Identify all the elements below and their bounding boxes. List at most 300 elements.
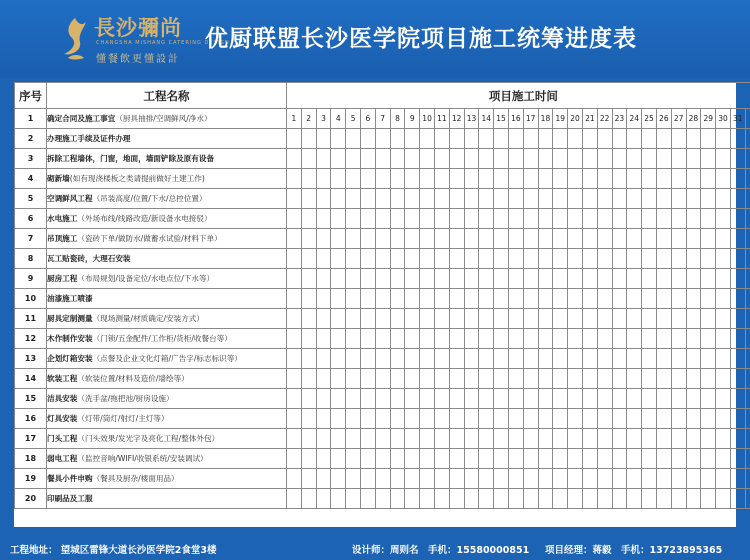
schedule-cell[interactable] — [671, 329, 686, 349]
schedule-cell[interactable] — [597, 169, 612, 189]
schedule-cell[interactable] — [671, 389, 686, 409]
schedule-cell[interactable] — [568, 169, 583, 189]
schedule-cell[interactable] — [287, 489, 302, 509]
schedule-cell[interactable] — [627, 329, 642, 349]
schedule-cell[interactable] — [701, 489, 716, 509]
schedule-cell[interactable] — [287, 329, 302, 349]
schedule-cell[interactable] — [553, 229, 568, 249]
schedule-cell[interactable] — [730, 429, 745, 449]
schedule-cell[interactable] — [642, 409, 657, 429]
schedule-cell[interactable] — [716, 429, 731, 449]
schedule-cell[interactable] — [346, 369, 361, 389]
schedule-cell[interactable] — [287, 469, 302, 489]
schedule-cell[interactable] — [434, 189, 449, 209]
schedule-cell[interactable] — [745, 229, 750, 249]
schedule-cell[interactable] — [686, 169, 701, 189]
schedule-cell[interactable] — [316, 209, 331, 229]
schedule-cell[interactable] — [597, 449, 612, 469]
schedule-cell[interactable] — [346, 449, 361, 469]
schedule-cell[interactable] — [316, 429, 331, 449]
schedule-cell[interactable] — [745, 309, 750, 329]
schedule-cell[interactable] — [331, 329, 346, 349]
schedule-cell[interactable] — [538, 269, 553, 289]
schedule-cell[interactable] — [730, 209, 745, 229]
schedule-cell[interactable] — [316, 269, 331, 289]
schedule-cell[interactable] — [671, 429, 686, 449]
schedule-cell[interactable] — [642, 249, 657, 269]
schedule-cell[interactable] — [479, 329, 494, 349]
schedule-cell[interactable] — [479, 129, 494, 149]
schedule-cell[interactable] — [287, 169, 302, 189]
schedule-cell[interactable] — [494, 289, 509, 309]
schedule-cell[interactable] — [612, 249, 627, 269]
schedule-cell[interactable] — [420, 289, 435, 309]
schedule-cell[interactable] — [360, 269, 375, 289]
schedule-cell[interactable] — [701, 369, 716, 389]
schedule-cell[interactable] — [730, 249, 745, 269]
schedule-cell[interactable] — [494, 429, 509, 449]
schedule-cell[interactable] — [420, 309, 435, 329]
schedule-cell[interactable] — [627, 469, 642, 489]
schedule-cell[interactable] — [730, 369, 745, 389]
schedule-cell[interactable] — [405, 489, 420, 509]
schedule-cell[interactable] — [301, 389, 316, 409]
schedule-cell[interactable] — [642, 289, 657, 309]
schedule-cell[interactable] — [582, 309, 597, 329]
schedule-cell[interactable] — [405, 189, 420, 209]
schedule-cell[interactable] — [716, 169, 731, 189]
schedule-cell[interactable] — [582, 329, 597, 349]
schedule-cell[interactable] — [582, 269, 597, 289]
schedule-cell[interactable] — [464, 429, 479, 449]
schedule-cell[interactable] — [686, 329, 701, 349]
schedule-cell[interactable] — [671, 349, 686, 369]
schedule-cell[interactable] — [656, 169, 671, 189]
schedule-cell[interactable] — [375, 289, 390, 309]
schedule-cell[interactable] — [420, 489, 435, 509]
schedule-cell[interactable] — [642, 169, 657, 189]
schedule-cell[interactable] — [405, 129, 420, 149]
schedule-cell[interactable] — [405, 289, 420, 309]
schedule-cell[interactable] — [405, 249, 420, 269]
schedule-cell[interactable] — [553, 209, 568, 229]
schedule-cell[interactable] — [405, 209, 420, 229]
schedule-cell[interactable] — [597, 129, 612, 149]
schedule-cell[interactable] — [553, 129, 568, 149]
schedule-cell[interactable] — [716, 389, 731, 409]
schedule-cell[interactable] — [434, 489, 449, 509]
schedule-cell[interactable] — [375, 449, 390, 469]
schedule-cell[interactable] — [582, 409, 597, 429]
schedule-cell[interactable] — [301, 189, 316, 209]
schedule-cell[interactable] — [568, 349, 583, 369]
schedule-cell[interactable] — [538, 229, 553, 249]
schedule-cell[interactable] — [508, 209, 523, 229]
schedule-cell[interactable] — [360, 389, 375, 409]
schedule-cell[interactable] — [494, 209, 509, 229]
schedule-cell[interactable] — [405, 349, 420, 369]
schedule-cell[interactable] — [582, 149, 597, 169]
schedule-cell[interactable] — [582, 229, 597, 249]
schedule-cell[interactable] — [597, 389, 612, 409]
schedule-cell[interactable] — [612, 289, 627, 309]
schedule-cell[interactable] — [627, 269, 642, 289]
schedule-cell[interactable] — [716, 249, 731, 269]
schedule-cell[interactable] — [508, 129, 523, 149]
schedule-cell[interactable] — [508, 289, 523, 309]
schedule-cell[interactable] — [597, 369, 612, 389]
schedule-cell[interactable] — [508, 389, 523, 409]
schedule-cell[interactable] — [434, 349, 449, 369]
schedule-cell[interactable] — [612, 329, 627, 349]
schedule-cell[interactable] — [701, 249, 716, 269]
schedule-cell[interactable] — [420, 469, 435, 489]
schedule-cell[interactable] — [686, 489, 701, 509]
schedule-cell[interactable] — [479, 469, 494, 489]
schedule-cell[interactable] — [523, 249, 538, 269]
schedule-cell[interactable] — [494, 229, 509, 249]
schedule-cell[interactable] — [479, 169, 494, 189]
schedule-cell[interactable] — [627, 309, 642, 329]
schedule-cell[interactable] — [730, 149, 745, 169]
schedule-cell[interactable] — [627, 169, 642, 189]
schedule-cell[interactable] — [479, 309, 494, 329]
schedule-cell[interactable] — [523, 229, 538, 249]
schedule-cell[interactable] — [745, 109, 750, 129]
schedule-cell[interactable] — [316, 349, 331, 369]
schedule-cell[interactable] — [449, 169, 464, 189]
schedule-cell[interactable] — [464, 149, 479, 169]
schedule-cell[interactable] — [568, 189, 583, 209]
schedule-cell[interactable] — [449, 229, 464, 249]
schedule-cell[interactable] — [508, 369, 523, 389]
schedule-cell[interactable] — [745, 129, 750, 149]
schedule-cell[interactable] — [390, 469, 405, 489]
schedule-cell[interactable] — [582, 349, 597, 369]
schedule-cell[interactable] — [346, 469, 361, 489]
schedule-cell[interactable] — [523, 469, 538, 489]
schedule-cell[interactable] — [568, 489, 583, 509]
schedule-cell[interactable] — [405, 429, 420, 449]
schedule-cell[interactable] — [686, 429, 701, 449]
schedule-cell[interactable] — [612, 389, 627, 409]
schedule-cell[interactable] — [360, 249, 375, 269]
schedule-cell[interactable] — [508, 429, 523, 449]
schedule-cell[interactable] — [686, 249, 701, 269]
schedule-cell[interactable] — [464, 389, 479, 409]
schedule-cell[interactable] — [375, 329, 390, 349]
schedule-cell[interactable] — [612, 409, 627, 429]
schedule-cell[interactable] — [745, 409, 750, 429]
schedule-cell[interactable] — [671, 249, 686, 269]
schedule-cell[interactable] — [656, 289, 671, 309]
schedule-cell[interactable] — [582, 369, 597, 389]
schedule-cell[interactable] — [449, 289, 464, 309]
schedule-cell[interactable] — [464, 469, 479, 489]
schedule-cell[interactable] — [597, 249, 612, 269]
schedule-cell[interactable] — [642, 189, 657, 209]
schedule-cell[interactable] — [671, 449, 686, 469]
schedule-cell[interactable] — [479, 369, 494, 389]
schedule-cell[interactable] — [686, 389, 701, 409]
schedule-cell[interactable] — [568, 369, 583, 389]
schedule-cell[interactable] — [597, 189, 612, 209]
schedule-cell[interactable] — [538, 189, 553, 209]
schedule-cell[interactable] — [701, 389, 716, 409]
schedule-cell[interactable] — [464, 449, 479, 469]
schedule-cell[interactable] — [612, 209, 627, 229]
schedule-cell[interactable] — [716, 469, 731, 489]
schedule-cell[interactable] — [434, 469, 449, 489]
schedule-cell[interactable] — [671, 129, 686, 149]
schedule-cell[interactable] — [568, 269, 583, 289]
schedule-cell[interactable] — [656, 249, 671, 269]
schedule-cell[interactable] — [568, 149, 583, 169]
schedule-cell[interactable] — [301, 169, 316, 189]
schedule-cell[interactable] — [331, 129, 346, 149]
schedule-cell[interactable] — [642, 329, 657, 349]
schedule-cell[interactable] — [449, 429, 464, 449]
schedule-cell[interactable] — [582, 469, 597, 489]
schedule-cell[interactable] — [642, 129, 657, 149]
schedule-cell[interactable] — [627, 149, 642, 169]
schedule-cell[interactable] — [331, 389, 346, 409]
schedule-cell[interactable] — [287, 269, 302, 289]
schedule-cell[interactable] — [627, 429, 642, 449]
schedule-cell[interactable] — [331, 369, 346, 389]
schedule-cell[interactable] — [597, 349, 612, 369]
schedule-cell[interactable] — [301, 429, 316, 449]
schedule-cell[interactable] — [508, 329, 523, 349]
schedule-cell[interactable] — [671, 169, 686, 189]
schedule-cell[interactable] — [346, 269, 361, 289]
schedule-cell[interactable] — [360, 489, 375, 509]
schedule-cell[interactable] — [375, 249, 390, 269]
schedule-cell[interactable] — [538, 329, 553, 349]
schedule-cell[interactable] — [316, 369, 331, 389]
schedule-cell[interactable] — [716, 329, 731, 349]
schedule-cell[interactable] — [538, 289, 553, 309]
schedule-cell[interactable] — [523, 389, 538, 409]
schedule-cell[interactable] — [745, 329, 750, 349]
schedule-cell[interactable] — [390, 369, 405, 389]
schedule-cell[interactable] — [316, 329, 331, 349]
schedule-cell[interactable] — [390, 229, 405, 249]
schedule-cell[interactable] — [538, 209, 553, 229]
schedule-cell[interactable] — [745, 209, 750, 229]
schedule-cell[interactable] — [494, 409, 509, 429]
schedule-cell[interactable] — [716, 229, 731, 249]
schedule-cell[interactable] — [656, 389, 671, 409]
schedule-cell[interactable] — [568, 289, 583, 309]
schedule-cell[interactable] — [331, 429, 346, 449]
schedule-cell[interactable] — [656, 269, 671, 289]
schedule-cell[interactable] — [656, 449, 671, 469]
schedule-cell[interactable] — [553, 429, 568, 449]
schedule-cell[interactable] — [434, 309, 449, 329]
schedule-cell[interactable] — [287, 209, 302, 229]
schedule-cell[interactable] — [375, 369, 390, 389]
schedule-cell[interactable] — [420, 129, 435, 149]
schedule-cell[interactable] — [745, 269, 750, 289]
schedule-cell[interactable] — [568, 329, 583, 349]
schedule-cell[interactable] — [405, 409, 420, 429]
schedule-cell[interactable] — [671, 489, 686, 509]
schedule-cell[interactable] — [523, 369, 538, 389]
schedule-cell[interactable] — [568, 469, 583, 489]
schedule-cell[interactable] — [627, 229, 642, 249]
schedule-cell[interactable] — [568, 389, 583, 409]
schedule-cell[interactable] — [449, 449, 464, 469]
schedule-cell[interactable] — [464, 129, 479, 149]
schedule-cell[interactable] — [287, 389, 302, 409]
schedule-cell[interactable] — [316, 129, 331, 149]
schedule-cell[interactable] — [479, 489, 494, 509]
schedule-cell[interactable] — [642, 429, 657, 449]
schedule-cell[interactable] — [538, 129, 553, 149]
schedule-cell[interactable] — [656, 369, 671, 389]
schedule-cell[interactable] — [494, 369, 509, 389]
schedule-cell[interactable] — [331, 169, 346, 189]
schedule-cell[interactable] — [287, 349, 302, 369]
schedule-cell[interactable] — [375, 429, 390, 449]
schedule-cell[interactable] — [671, 469, 686, 489]
schedule-cell[interactable] — [494, 169, 509, 189]
schedule-cell[interactable] — [730, 389, 745, 409]
schedule-cell[interactable] — [582, 289, 597, 309]
schedule-cell[interactable] — [745, 389, 750, 409]
schedule-cell[interactable] — [553, 449, 568, 469]
schedule-cell[interactable] — [553, 249, 568, 269]
schedule-cell[interactable] — [434, 269, 449, 289]
schedule-cell[interactable] — [538, 489, 553, 509]
schedule-cell[interactable] — [508, 469, 523, 489]
schedule-cell[interactable] — [686, 189, 701, 209]
schedule-cell[interactable] — [745, 169, 750, 189]
schedule-cell[interactable] — [597, 409, 612, 429]
schedule-cell[interactable] — [582, 189, 597, 209]
schedule-cell[interactable] — [508, 309, 523, 329]
schedule-cell[interactable] — [360, 209, 375, 229]
schedule-cell[interactable] — [730, 129, 745, 149]
schedule-cell[interactable] — [346, 129, 361, 149]
schedule-cell[interactable] — [346, 289, 361, 309]
schedule-cell[interactable] — [390, 329, 405, 349]
schedule-cell[interactable] — [538, 149, 553, 169]
schedule-cell[interactable] — [730, 449, 745, 469]
schedule-cell[interactable] — [405, 169, 420, 189]
schedule-cell[interactable] — [494, 269, 509, 289]
schedule-cell[interactable] — [716, 189, 731, 209]
schedule-cell[interactable] — [523, 409, 538, 429]
schedule-cell[interactable] — [331, 189, 346, 209]
schedule-cell[interactable] — [716, 129, 731, 149]
schedule-cell[interactable] — [449, 129, 464, 149]
schedule-cell[interactable] — [642, 369, 657, 389]
schedule-cell[interactable] — [405, 389, 420, 409]
schedule-cell[interactable] — [287, 429, 302, 449]
schedule-cell[interactable] — [716, 449, 731, 469]
schedule-cell[interactable] — [375, 209, 390, 229]
schedule-cell[interactable] — [449, 149, 464, 169]
schedule-cell[interactable] — [331, 469, 346, 489]
schedule-cell[interactable] — [464, 329, 479, 349]
schedule-cell[interactable] — [301, 249, 316, 269]
schedule-cell[interactable] — [553, 349, 568, 369]
schedule-cell[interactable] — [656, 209, 671, 229]
schedule-cell[interactable] — [464, 249, 479, 269]
schedule-cell[interactable] — [405, 449, 420, 469]
schedule-cell[interactable] — [331, 349, 346, 369]
schedule-cell[interactable] — [449, 409, 464, 429]
schedule-cell[interactable] — [434, 369, 449, 389]
schedule-cell[interactable] — [346, 349, 361, 369]
schedule-cell[interactable] — [730, 409, 745, 429]
schedule-cell[interactable] — [390, 429, 405, 449]
schedule-cell[interactable] — [508, 149, 523, 169]
schedule-cell[interactable] — [612, 149, 627, 169]
schedule-cell[interactable] — [301, 289, 316, 309]
schedule-cell[interactable] — [701, 329, 716, 349]
schedule-cell[interactable] — [701, 269, 716, 289]
schedule-cell[interactable] — [360, 349, 375, 369]
schedule-cell[interactable] — [508, 249, 523, 269]
schedule-cell[interactable] — [582, 449, 597, 469]
schedule-cell[interactable] — [479, 209, 494, 229]
schedule-cell[interactable] — [360, 169, 375, 189]
schedule-cell[interactable] — [627, 249, 642, 269]
schedule-cell[interactable] — [612, 369, 627, 389]
schedule-cell[interactable] — [287, 369, 302, 389]
schedule-cell[interactable] — [612, 269, 627, 289]
schedule-cell[interactable] — [464, 349, 479, 369]
schedule-cell[interactable] — [568, 209, 583, 229]
schedule-cell[interactable] — [686, 449, 701, 469]
schedule-cell[interactable] — [434, 169, 449, 189]
schedule-cell[interactable] — [420, 269, 435, 289]
schedule-cell[interactable] — [671, 149, 686, 169]
schedule-cell[interactable] — [360, 409, 375, 429]
schedule-cell[interactable] — [301, 269, 316, 289]
schedule-cell[interactable] — [449, 249, 464, 269]
schedule-cell[interactable] — [538, 409, 553, 429]
schedule-cell[interactable] — [316, 469, 331, 489]
schedule-cell[interactable] — [316, 489, 331, 509]
schedule-cell[interactable] — [390, 209, 405, 229]
schedule-cell[interactable] — [316, 409, 331, 429]
schedule-cell[interactable] — [420, 369, 435, 389]
schedule-cell[interactable] — [701, 189, 716, 209]
schedule-cell[interactable] — [331, 409, 346, 429]
schedule-cell[interactable] — [523, 349, 538, 369]
schedule-cell[interactable] — [716, 489, 731, 509]
schedule-cell[interactable] — [523, 449, 538, 469]
schedule-cell[interactable] — [494, 309, 509, 329]
schedule-cell[interactable] — [449, 469, 464, 489]
schedule-cell[interactable] — [360, 149, 375, 169]
schedule-cell[interactable] — [701, 349, 716, 369]
schedule-cell[interactable] — [508, 189, 523, 209]
schedule-cell[interactable] — [449, 349, 464, 369]
schedule-cell[interactable] — [449, 369, 464, 389]
schedule-cell[interactable] — [390, 289, 405, 309]
schedule-cell[interactable] — [375, 389, 390, 409]
schedule-cell[interactable] — [701, 309, 716, 329]
schedule-cell[interactable] — [420, 209, 435, 229]
schedule-cell[interactable] — [360, 369, 375, 389]
schedule-cell[interactable] — [612, 169, 627, 189]
schedule-cell[interactable] — [331, 229, 346, 249]
